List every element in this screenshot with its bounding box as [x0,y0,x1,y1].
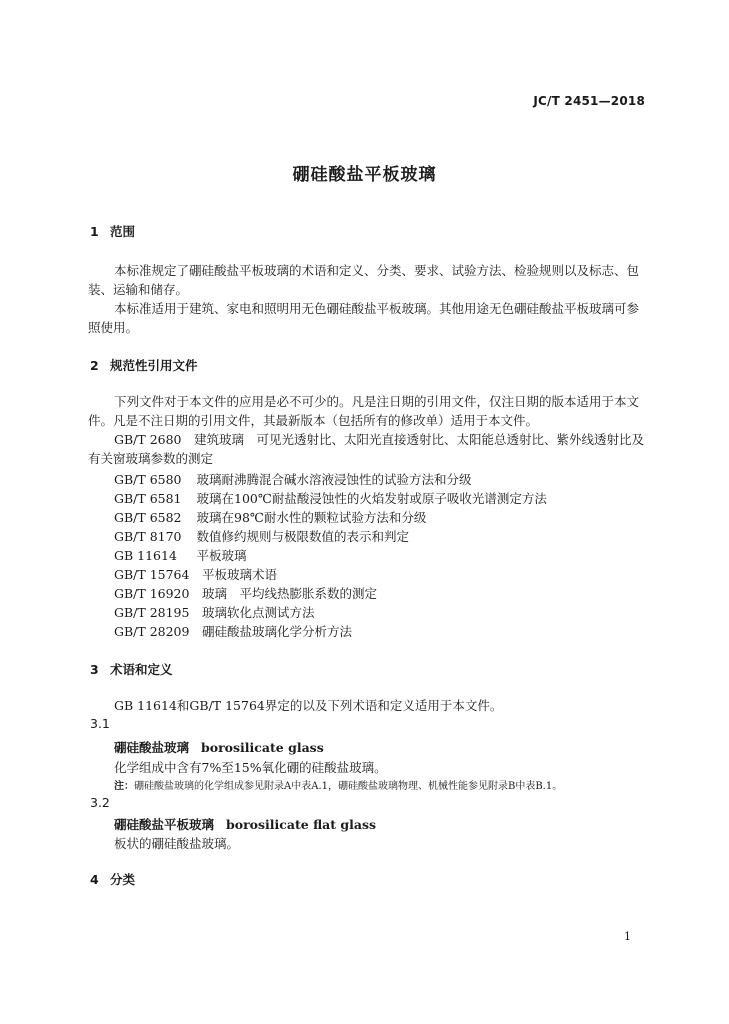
reference-item [114,489,547,507]
reference-code: GB/T 28209 [114,624,190,639]
terms-intro [88,696,648,715]
reference-item [114,470,472,488]
reference-title: 玻璃耐沸腾混合碱水溶液浸蚀性的试验方法和分级 [196,472,472,487]
section-1-heading [90,222,135,240]
paragraph-text: 本标准规定了硼硅酸盐平板玻璃的术语和定义、分类、要求、试验方法、检验规则以及标志、包装、运输和储存。 [88,263,640,297]
section-3-heading [90,660,173,678]
reference-item [114,584,377,602]
note-label: 注： [114,781,134,792]
term-chinese: 硼硅酸盐玻璃 [114,740,190,755]
reference-code: GB/T 6582 [114,510,182,525]
section-number: 2 [90,358,99,373]
paragraph-text: 本标准适用于建筑、家电和照明用无色硼硅酸盐平板玻璃。其他用途无色硼硅酸盐平板玻璃可参照使用。 [88,301,640,335]
reference-item [114,508,426,526]
reference-title: 玻璃 平均线热膨胀系数的测定 [201,586,377,601]
reference-title: 平板玻璃 [196,548,247,563]
section-title: 范围 [110,224,136,239]
reference-code: GB/T 16920 [114,586,190,601]
reference-code: GB/T 28195 [114,605,190,620]
reference-code: GB/T 15764 [114,567,190,582]
reference-title: 平板玻璃术语 [201,567,277,582]
term-number: 3.2 [90,795,110,810]
section-title: 术语和定义 [110,662,173,677]
reference-text: GB/T 2680 建筑玻璃 可见光透射比、太阳光直接透射比、太阳能总透射比、紫外线透射比及有关窗玻璃参数的测定 [88,432,645,466]
reference-item [114,565,277,583]
term-chinese: 硼硅酸盐平板玻璃 [114,817,215,832]
reference-code: GB 11614 [114,548,177,563]
reference-item [114,622,352,640]
reference-item [114,603,315,621]
section-title: 规范性引用文件 [110,358,198,373]
section-4-heading [90,870,135,888]
term-english: borosilicate flat glass [226,817,377,832]
scope-paragraph-1 [88,261,648,299]
term-heading [114,815,376,833]
section-number: 4 [90,872,99,887]
paragraph-text: 下列文件对于本文件的应用是必不可少的。凡是注日期的引用文件，仅注日期的版本适用于本文件。凡是不注日期的引用文件，其最新版本（包括所有的修改单）适用于本文件。 [88,394,640,428]
reference-title: 玻璃在100℃耐盐酸浸蚀性的火焰发射或原子吸收光谱测定方法 [196,491,547,506]
reference-code: GB/T 6580 [114,472,182,487]
reference-title: 玻璃在98℃耐水性的颗粒试验方法和分级 [196,510,427,525]
term-definition: 板状的硼硅酸盐玻璃。 [114,836,240,851]
page-number: 1 [624,930,631,943]
section-2-heading [90,356,198,374]
term-definition: 化学组成中含有7%至15%氧化硼的硅酸盐玻璃。 [114,760,387,775]
paragraph-text: GB 11614和GB/T 15764界定的以及下列术语和定义适用于本文件。 [114,698,503,713]
section-number: 1 [90,224,99,239]
reference-gbt2680 [88,430,648,468]
reference-title: 玻璃软化点测试方法 [201,605,315,620]
standard-code: JC/T 2451—2018 [533,94,645,108]
section-title: 分类 [110,872,136,887]
references-intro [88,392,648,430]
reference-title: 数值修约规则与极限数值的表示和判定 [196,529,410,544]
term-heading [114,738,324,756]
reference-code: GB/T 8170 [114,529,182,544]
note-text: 硼硅酸盐玻璃的化学组成参见附录A中表A.1，硼硅酸盐玻璃物理、机械性能参见附录B中表B.1。 [134,781,563,792]
reference-item [114,546,247,564]
term-note [114,777,562,792]
term-english: borosilicate glass [201,740,324,755]
scope-paragraph-2 [88,299,648,337]
reference-code: GB/T 6581 [114,491,182,506]
section-number: 3 [90,662,99,677]
document-title: 硼硅酸盐平板玻璃 [292,165,437,185]
reference-title: 硼硅酸盐玻璃化学分析方法 [201,624,352,639]
term-number: 3.1 [90,716,110,731]
reference-item [114,527,409,545]
